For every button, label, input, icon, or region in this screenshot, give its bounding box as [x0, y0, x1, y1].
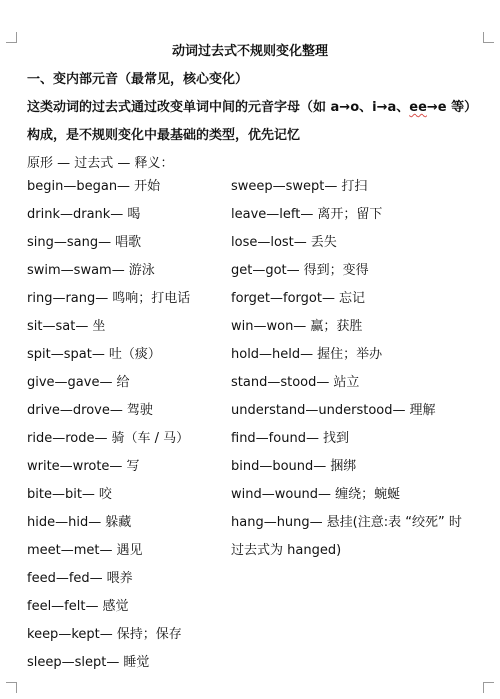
verb-meaning: 鸣响；打电话 [112, 291, 191, 306]
verb-entry [27, 176, 190, 204]
verb-meaning: 离开；留下 [317, 207, 383, 222]
verb-forms: feel—felt— [27, 599, 99, 614]
verb-meaning: 缠绕；蜿蜒 [335, 487, 401, 502]
verb-meaning: 骑（车 / 马） [111, 431, 190, 446]
verb-entry [231, 400, 462, 428]
verb-forms: hide—hid— [27, 515, 102, 530]
verb-forms: keep—kept— [27, 627, 113, 642]
verb-forms: give—gave— [27, 375, 113, 390]
verb-meaning: 悬挂(注意:表 “绞死” 时 [326, 515, 462, 530]
verb-forms: drive—drove— [27, 403, 123, 418]
intro-text-part1: 这类动词的过去式通过改变单词中间的元音字母（如 a→o、i→a、 [27, 100, 410, 115]
verb-entry [27, 512, 190, 540]
section-heading: 一、变内部元音（最常见，核心变化） [27, 72, 249, 87]
verb-entry [231, 260, 462, 288]
verb-forms: wind—wound— [231, 487, 332, 502]
verb-entry [27, 372, 190, 400]
verb-list-right [231, 176, 462, 568]
intro-text-part2: →e 等） [426, 100, 478, 115]
verb-entry [27, 400, 190, 428]
verb-meaning: 唱歌 [115, 235, 142, 250]
verb-forms: 过去式为 hanged) [231, 543, 342, 558]
verb-forms: lose—lost— [231, 235, 307, 250]
verb-meaning: 驾驶 [126, 403, 153, 418]
verb-forms: hang—hung— [231, 515, 323, 530]
verb-entry [27, 624, 190, 652]
verb-entry [231, 484, 462, 512]
column-legend: 原形 — 过去式 — 释义： [27, 156, 174, 171]
verb-entry [231, 232, 462, 260]
verb-forms: hold—held— [231, 347, 314, 362]
verb-forms: get—got— [231, 263, 300, 278]
verb-entry [231, 316, 462, 344]
verb-forms: sweep—swept— [231, 179, 338, 194]
verb-entry [27, 428, 190, 456]
verb-meaning: 忘记 [338, 291, 365, 306]
verb-meaning: 睡觉 [123, 655, 150, 670]
verb-entry [27, 316, 190, 344]
verb-forms: sing—sang— [27, 235, 112, 250]
verb-entry [231, 540, 462, 568]
verb-meaning: 保持；保存 [116, 627, 182, 642]
verb-meaning: 打扫 [341, 179, 368, 194]
verb-forms: ride—rode— [27, 431, 108, 446]
verb-entry [27, 484, 190, 512]
verb-entry [231, 372, 462, 400]
verb-meaning: 理解 [409, 403, 436, 418]
verb-meaning: 握住；举办 [317, 347, 383, 362]
verb-meaning: 游泳 [128, 263, 155, 278]
verb-entry [27, 288, 190, 316]
verb-forms: begin—began— [27, 179, 131, 194]
verb-forms: meet—met— [27, 543, 113, 558]
verb-meaning: 感觉 [102, 599, 129, 614]
verb-entry [27, 232, 190, 260]
verb-forms: find—found— [231, 431, 319, 446]
verb-entry [231, 344, 462, 372]
verb-meaning: 咬 [98, 487, 112, 502]
verb-forms: feed—fed— [27, 571, 103, 586]
verb-forms: stand—stood— [231, 375, 330, 390]
verb-list-left [27, 176, 190, 680]
verb-entry [231, 288, 462, 316]
verb-entry [231, 204, 462, 232]
verb-meaning: 喝 [127, 207, 141, 222]
verb-entry [27, 204, 190, 232]
verb-forms: win—won— [231, 319, 307, 334]
verb-forms: understand—understood— [231, 403, 406, 418]
verb-entry [27, 568, 190, 596]
verb-meaning: 找到 [322, 431, 349, 446]
verb-entry [231, 176, 462, 204]
spellcheck-word: ee [409, 100, 427, 115]
verb-meaning: 赢；获胜 [310, 319, 363, 334]
verb-forms: bite—bit— [27, 487, 95, 502]
verb-meaning: 躲藏 [105, 515, 132, 530]
verb-forms: leave—left— [231, 207, 314, 222]
verb-forms: forget—forgot— [231, 291, 335, 306]
verb-forms: sit—sat— [27, 319, 89, 334]
verb-entry [27, 652, 190, 680]
verb-meaning: 吐（痰） [108, 347, 161, 362]
verb-entry [231, 512, 462, 540]
verb-entry [27, 456, 190, 484]
verb-meaning: 给 [116, 375, 130, 390]
verb-meaning: 遇见 [116, 543, 143, 558]
verb-entry [231, 456, 462, 484]
verb-meaning: 捆绑 [330, 459, 357, 474]
verb-entry [27, 260, 190, 288]
verb-meaning: 喂养 [106, 571, 133, 586]
crop-mark-bottom-left [6, 682, 17, 693]
verb-meaning: 写 [126, 459, 140, 474]
verb-meaning: 得到；变得 [303, 263, 369, 278]
verb-forms: bind—bound— [231, 459, 327, 474]
crop-mark-bottom-right [483, 682, 494, 693]
verb-forms: spit—spat— [27, 347, 105, 362]
verb-forms: ring—rang— [27, 291, 109, 306]
verb-entry [27, 344, 190, 372]
verb-entry [231, 428, 462, 456]
verb-entry [27, 596, 190, 624]
verb-forms: write—wrote— [27, 459, 123, 474]
verb-meaning: 站立 [333, 375, 360, 390]
verb-forms: drink—drank— [27, 207, 124, 222]
verb-meaning: 坐 [92, 319, 106, 334]
intro-line-2: 构成，是不规则变化中最基础的类型，优先记忆 [27, 128, 301, 143]
verb-forms: swim—swam— [27, 263, 125, 278]
document-title: 动词过去式不规则变化整理 [171, 44, 328, 59]
verb-forms: sleep—slept— [27, 655, 120, 670]
verb-meaning: 开始 [134, 179, 161, 194]
verb-entry [27, 540, 190, 568]
verb-meaning: 丢失 [310, 235, 337, 250]
intro-line-1 [27, 96, 477, 115]
